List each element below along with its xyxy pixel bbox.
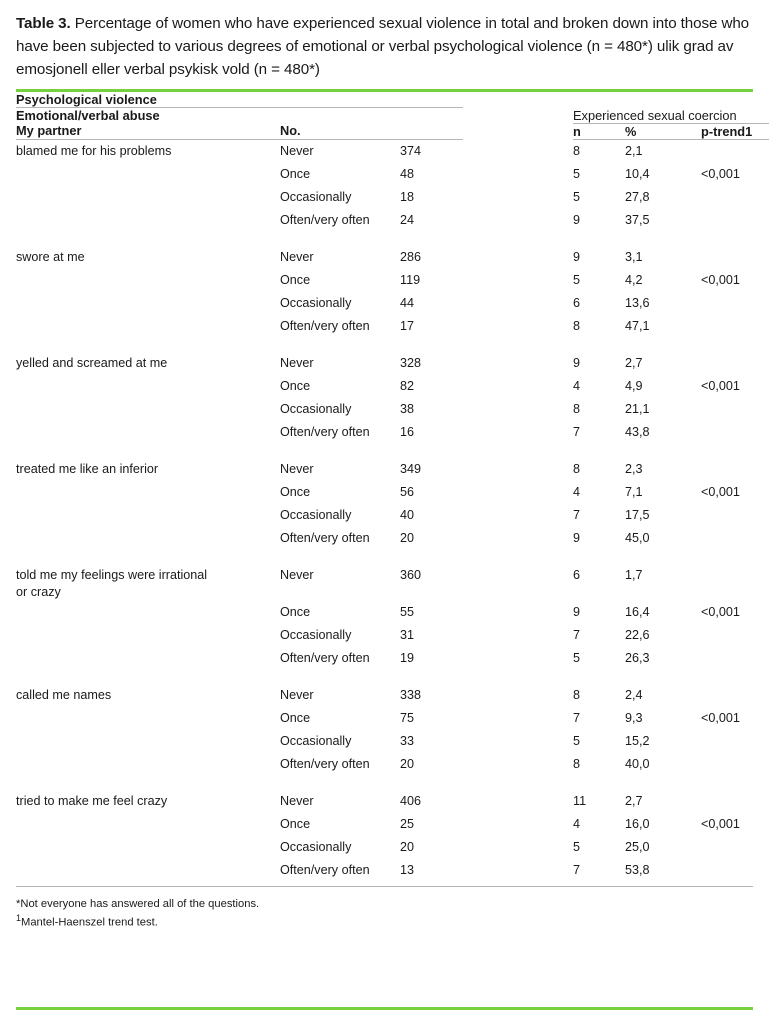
row-category: Often/very often	[280, 424, 370, 439]
row-category: Once	[280, 166, 311, 181]
row-count-no: 75	[400, 710, 415, 725]
table-row	[16, 458, 769, 481]
row-gap	[463, 398, 573, 421]
row-coercion-n: 5	[573, 189, 581, 204]
row-label-empty	[16, 813, 280, 836]
row-gap	[463, 292, 573, 315]
row-p-trend-empty	[701, 246, 769, 269]
table-row	[16, 624, 769, 647]
row-p-trend-empty	[701, 836, 769, 859]
table-row	[16, 601, 769, 624]
spacer-cell	[16, 232, 769, 246]
row-count-no: 286	[400, 249, 422, 264]
row-label-empty	[16, 186, 280, 209]
row-p-trend: <0,001	[701, 166, 740, 181]
row-coercion-pct: 13,6	[625, 295, 650, 310]
row-label-empty	[16, 398, 280, 421]
row-count-no: 328	[400, 355, 422, 370]
row-coercion-n: 8	[573, 687, 581, 702]
row-p-trend: <0,001	[701, 816, 740, 831]
row-coercion-pct: 2,7	[625, 355, 643, 370]
row-p-trend: <0,001	[701, 378, 740, 393]
row-gap	[463, 707, 573, 730]
row-category: Never	[280, 793, 314, 808]
row-category: Once	[280, 378, 311, 393]
table-row	[16, 269, 769, 292]
row-coercion-pct: 25,0	[625, 839, 650, 854]
spacer-cell	[16, 550, 769, 564]
footnote-text: Mantel-Haenszel trend test.	[21, 916, 158, 929]
row-gap	[463, 813, 573, 836]
table-row	[16, 859, 769, 882]
row-coercion-n: 5	[573, 839, 581, 854]
block-spacer	[16, 338, 769, 352]
row-label	[16, 458, 280, 481]
table-row	[16, 315, 769, 338]
table-row	[16, 292, 769, 315]
row-coercion-n: 8	[573, 143, 581, 158]
row-category: Once	[280, 604, 311, 619]
row-coercion-n: 8	[573, 318, 581, 333]
table-row	[16, 186, 769, 209]
row-coercion-n: 6	[573, 567, 581, 582]
table-row	[16, 481, 769, 504]
row-label-empty	[16, 836, 280, 859]
column-header-no-values	[400, 123, 463, 139]
row-coercion-n: 8	[573, 461, 581, 476]
row-category: Occasionally	[280, 627, 352, 642]
row-label	[16, 684, 280, 707]
row-count-no: 33	[400, 733, 415, 748]
row-gap	[463, 624, 573, 647]
row-coercion-n: 9	[573, 530, 581, 545]
row-count-no: 82	[400, 378, 415, 393]
row-coercion-pct: 17,5	[625, 507, 650, 522]
footnote-text: Not everyone has answered all of the questions.	[20, 897, 260, 910]
row-coercion-n: 7	[573, 627, 581, 642]
row-gap	[463, 859, 573, 882]
row-coercion-pct: 21,1	[625, 401, 650, 416]
row-count-no: 31	[400, 627, 415, 642]
row-label-empty	[16, 730, 280, 753]
row-label-empty	[16, 601, 280, 624]
row-gap	[463, 163, 573, 186]
row-p-trend-empty	[701, 684, 769, 707]
row-coercion-pct: 3,1	[625, 249, 643, 264]
row-label	[16, 790, 280, 813]
row-coercion-n: 5	[573, 733, 581, 748]
row-label-empty	[16, 527, 280, 550]
row-label-line: yelled and screamed at me	[16, 355, 168, 370]
row-count-no: 40	[400, 507, 415, 522]
row-coercion-n: 5	[573, 650, 581, 665]
table-row	[16, 139, 769, 163]
row-label-line: tried to make me feel crazy	[16, 793, 168, 808]
row-label-line: called me names	[16, 687, 112, 702]
row-coercion-pct: 53,8	[625, 862, 650, 877]
row-count-no: 406	[400, 793, 422, 808]
row-coercion-pct: 10,4	[625, 166, 650, 181]
table-row	[16, 527, 769, 550]
row-coercion-pct: 15,2	[625, 733, 650, 748]
row-category: Never	[280, 687, 314, 702]
row-count-no: 55	[400, 604, 415, 619]
row-count-no: 20	[400, 530, 415, 545]
row-gap	[463, 753, 573, 776]
header-spacer-4	[463, 123, 573, 139]
row-category: Never	[280, 461, 314, 476]
column-header-row	[16, 123, 769, 139]
row-p-trend-empty	[701, 398, 769, 421]
row-p-trend-empty	[701, 647, 769, 670]
row-gap	[463, 209, 573, 232]
row-p-trend-empty	[701, 527, 769, 550]
block-spacer	[16, 550, 769, 564]
row-coercion-n: 5	[573, 272, 581, 287]
row-p-trend-empty	[701, 315, 769, 338]
row-category: Never	[280, 249, 314, 264]
spacer-cell	[16, 444, 769, 458]
row-category: Once	[280, 484, 311, 499]
row-count-no: 17	[400, 318, 415, 333]
row-coercion-pct: 22,6	[625, 627, 650, 642]
caption-text: Percentage of women who have experienced sexual violence in total and broken down into those who have been subjected to various degrees of emotional or verbal psychological violence (n = 480*) ulik grad av emosjonell eller verbal psykisk vold (n = 480*)	[16, 15, 750, 79]
table-row	[16, 813, 769, 836]
row-coercion-pct: 16,0	[625, 816, 650, 831]
row-label-empty	[16, 269, 280, 292]
row-coercion-pct: 2,4	[625, 687, 643, 702]
row-p-trend-empty	[701, 730, 769, 753]
row-coercion-pct: 16,4	[625, 604, 650, 619]
row-label-empty	[16, 753, 280, 776]
column-header-pct: %	[625, 123, 701, 139]
row-category: Never	[280, 143, 314, 158]
row-gap	[463, 504, 573, 527]
row-coercion-pct: 47,1	[625, 318, 650, 333]
row-gap	[463, 139, 573, 163]
row-coercion-pct: 2,7	[625, 793, 643, 808]
row-category: Once	[280, 710, 311, 725]
row-gap	[463, 421, 573, 444]
row-coercion-n: 4	[573, 816, 581, 831]
row-count-no: 119	[400, 272, 421, 287]
table-row	[16, 647, 769, 670]
row-coercion-n: 7	[573, 424, 581, 439]
row-category: Often/very often	[280, 756, 370, 771]
row-label	[16, 246, 280, 269]
row-gap	[463, 564, 573, 601]
block-spacer	[16, 232, 769, 246]
row-coercion-n: 7	[573, 710, 581, 725]
table-row	[16, 707, 769, 730]
row-category: Never	[280, 567, 314, 582]
row-label-empty	[16, 504, 280, 527]
footnote-marker: *	[16, 897, 21, 910]
table-row	[16, 421, 769, 444]
table-row	[16, 352, 769, 375]
group-header-experienced-sexual-coercion: Experienced sexual coercion	[573, 108, 769, 124]
row-coercion-n: 8	[573, 756, 581, 771]
row-count-no: 374	[400, 143, 422, 158]
row-gap	[463, 790, 573, 813]
row-count-no: 13	[400, 862, 415, 877]
row-category: Often/very often	[280, 650, 370, 665]
block-spacer	[16, 776, 769, 790]
bottom-green-rule	[16, 1007, 753, 1010]
row-gap	[463, 186, 573, 209]
row-count-no: 38	[400, 401, 415, 416]
row-coercion-n: 4	[573, 484, 581, 499]
table-row	[16, 564, 769, 601]
row-gap	[463, 730, 573, 753]
row-coercion-pct: 9,3	[625, 710, 643, 725]
row-category: Occasionally	[280, 295, 352, 310]
row-gap	[463, 601, 573, 624]
table-row	[16, 375, 769, 398]
row-count-no: 19	[400, 650, 415, 665]
row-gap	[463, 269, 573, 292]
row-label-line: swore at me	[16, 249, 85, 264]
row-label-empty	[16, 315, 280, 338]
row-p-trend: <0,001	[701, 484, 740, 499]
row-label-empty	[16, 481, 280, 504]
row-p-trend-empty	[701, 859, 769, 882]
row-category: Never	[280, 355, 314, 370]
row-p-trend-empty	[701, 564, 769, 601]
row-label-line: told me my feelings were irrational	[16, 567, 208, 582]
table-row	[16, 504, 769, 527]
table-row	[16, 246, 769, 269]
row-p-trend: <0,001	[701, 604, 740, 619]
row-coercion-pct: 7,1	[625, 484, 643, 499]
row-p-trend: <0,001	[701, 710, 740, 725]
row-label-empty	[16, 292, 280, 315]
block-spacer	[16, 670, 769, 684]
row-p-trend-empty	[701, 504, 769, 527]
table-row	[16, 836, 769, 859]
row-count-no: 349	[400, 461, 422, 476]
row-gap	[463, 246, 573, 269]
row-coercion-pct: 43,8	[625, 424, 650, 439]
row-label	[16, 139, 280, 163]
row-gap	[463, 481, 573, 504]
spacer-cell	[16, 670, 769, 684]
row-label	[16, 564, 280, 601]
row-count-no: 20	[400, 839, 415, 854]
table-row	[16, 163, 769, 186]
header-spacer-1	[463, 92, 573, 108]
spacer-cell	[16, 338, 769, 352]
header-row-group	[16, 92, 769, 108]
row-coercion-n: 6	[573, 295, 581, 310]
row-coercion-n: 11	[573, 793, 587, 808]
row-label-empty	[16, 859, 280, 882]
row-coercion-n: 9	[573, 355, 581, 370]
row-count-no: 16	[400, 424, 415, 439]
row-category: Often/very often	[280, 212, 370, 227]
row-coercion-pct: 37,5	[625, 212, 650, 227]
row-category: Occasionally	[280, 507, 352, 522]
row-gap	[463, 315, 573, 338]
column-header-my-partner: My partner	[16, 123, 280, 139]
row-category: Occasionally	[280, 733, 352, 748]
row-count-no: 18	[400, 189, 415, 204]
row-gap	[463, 527, 573, 550]
row-p-trend-empty	[701, 790, 769, 813]
row-p-trend-empty	[701, 139, 769, 163]
row-gap	[463, 375, 573, 398]
row-gap	[463, 352, 573, 375]
row-p-trend-empty	[701, 458, 769, 481]
footnote-marker: 1	[16, 913, 22, 924]
row-p-trend-empty	[701, 421, 769, 444]
row-gap	[463, 836, 573, 859]
spacer-cell	[16, 776, 769, 790]
row-category: Often/very often	[280, 318, 370, 333]
row-category: Occasionally	[280, 189, 352, 204]
row-p-trend-empty	[701, 186, 769, 209]
block-spacer	[16, 444, 769, 458]
row-category: Occasionally	[280, 401, 352, 416]
row-category: Often/very often	[280, 862, 370, 877]
subgroup-header-emotional-verbal-abuse: Emotional/verbal abuse	[16, 108, 160, 124]
row-p-trend-empty	[701, 624, 769, 647]
row-coercion-pct: 45,0	[625, 530, 650, 545]
row-label-empty	[16, 375, 280, 398]
row-category: Often/very often	[280, 530, 370, 545]
row-label	[16, 352, 280, 375]
row-coercion-n: 5	[573, 166, 581, 181]
statistics-table	[16, 92, 769, 882]
row-label-line: treated me like an inferior	[16, 461, 159, 476]
footnotes	[16, 887, 753, 931]
row-coercion-n: 9	[573, 604, 581, 619]
column-header-n: n	[573, 123, 625, 139]
table-row	[16, 790, 769, 813]
row-gap	[463, 458, 573, 481]
row-coercion-n: 9	[573, 212, 581, 227]
row-coercion-pct: 4,9	[625, 378, 643, 393]
row-count-no: 48	[400, 166, 415, 181]
group-header-psychological-violence: Psychological violence	[16, 92, 463, 108]
table-row	[16, 730, 769, 753]
row-p-trend-empty	[701, 352, 769, 375]
row-count-no: 44	[400, 295, 415, 310]
row-coercion-n: 7	[573, 507, 581, 522]
row-count-no: 338	[400, 687, 422, 702]
column-header-p-trend: p-trend1	[701, 123, 769, 139]
row-coercion-pct: 4,2	[625, 272, 643, 287]
row-label-line: or crazy	[16, 584, 61, 599]
row-count-no: 24	[400, 212, 415, 227]
row-coercion-n: 9	[573, 249, 581, 264]
row-label-empty	[16, 421, 280, 444]
table-row	[16, 398, 769, 421]
row-category: Once	[280, 272, 311, 287]
row-label-empty	[16, 647, 280, 670]
row-count-no: 56	[400, 484, 415, 499]
row-coercion-pct: 40,0	[625, 756, 650, 771]
row-coercion-n: 8	[573, 401, 581, 416]
row-coercion-pct: 26,3	[625, 650, 650, 665]
row-coercion-pct: 27,8	[625, 189, 650, 204]
row-label-line: blamed me for his problems	[16, 143, 172, 158]
row-gap	[463, 647, 573, 670]
row-category: Occasionally	[280, 839, 352, 854]
row-label-empty	[16, 209, 280, 232]
row-coercion-pct: 2,1	[625, 143, 643, 158]
row-count-no: 360	[400, 567, 422, 582]
column-header-no: No.	[280, 123, 400, 139]
row-category: Once	[280, 816, 311, 831]
row-gap	[463, 684, 573, 707]
row-coercion-pct: 1,7	[625, 567, 643, 582]
table-row	[16, 753, 769, 776]
row-count-no: 25	[400, 816, 415, 831]
table-row	[16, 209, 769, 232]
row-p-trend-empty	[701, 753, 769, 776]
row-label-empty	[16, 624, 280, 647]
footnote-item	[16, 912, 753, 931]
header-spacer-3	[463, 108, 573, 124]
row-count-no: 20	[400, 756, 415, 771]
row-label-empty	[16, 707, 280, 730]
row-coercion-pct: 2,3	[625, 461, 643, 476]
row-coercion-n: 7	[573, 862, 581, 877]
header-spacer-2	[573, 92, 769, 108]
table-row	[16, 684, 769, 707]
row-p-trend-empty	[701, 209, 769, 232]
row-p-trend: <0,001	[701, 272, 740, 287]
header-row-subgroup	[16, 108, 769, 124]
row-coercion-n: 4	[573, 378, 581, 393]
row-label-empty	[16, 163, 280, 186]
footnote-item	[16, 896, 753, 912]
row-p-trend-empty	[701, 292, 769, 315]
caption-label: Table 3.	[16, 15, 71, 32]
table-caption	[16, 0, 753, 81]
